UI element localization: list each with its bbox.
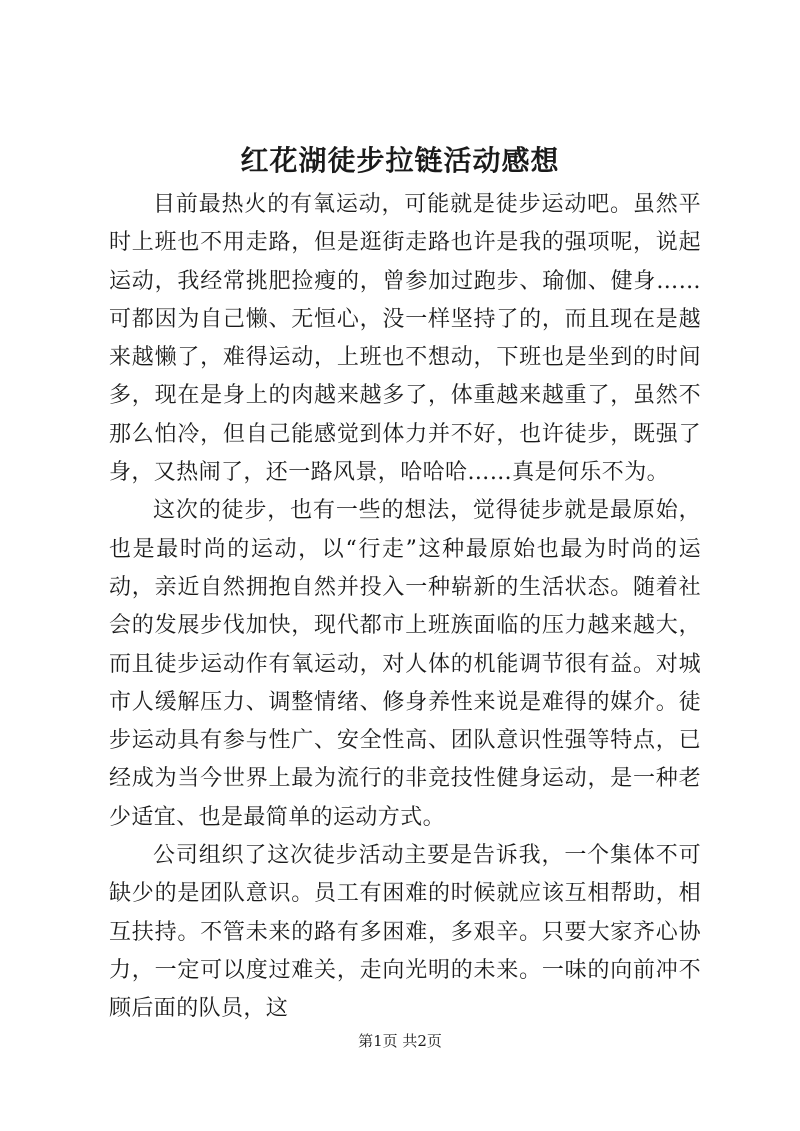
document-body [109,186,701,1029]
paragraph-1: 目前最热火的有氧运动，可能就是徒步运动吧。虽然平时上班也不用走路，但是逛街走路也许是我的强项呢，说起运动，我经常挑肥捡瘦的，曾参加过跑步、瑜伽、健身……可都因为自己懒、无恒心，没一样坚持了的，而且现在是越来越懒了，难得运动，上班也不想动，下班也是坐到的时间多，现在是身上的肉越来越多了，体重越来越重了，虽然不那么怕冷，但自己能感觉到体力并不好，也许徒步，既强了身，又热闹了，还一路风景，哈哈哈……真是何乐不为。 [109,192,701,486]
paragraph-2: 这次的徒步，也有一些的想法，觉得徒步就是最原始，也是最时尚的运动，以“行走”这种最原始也最为时尚的运动，亲近自然拥抱自然并投入一种崭新的生活状态。随着社会的发展步伐加快，现代都市上班族面临的压力越来越大，而且徒步运动作有氧运动，对人体的机能调节很有益。对城市人缓解压力、调整情绪、修身养性来说是难得的媒介。徒步运动具有参与性广、安全性高、团队意识性强等特点，已经成为当今世界上最为流行的非竞技性健身运动，是一种老少适宜、也是最简单的运动方式。 [109,498,701,830]
paragraph-3: 公司组织了这次徒步活动主要是告诉我，一个集体不可缺少的是团队意识。员工有困难的时候就应该互相帮助，相互扶持。不管未来的路有多困难，多艰辛。只要大家齐心协力，一定可以度过难关，走向光明的未来。一味的向前冲不顾后面的队员，这 [109,843,701,1022]
page-number-footer: 第1页 共2页 [358,1032,442,1050]
document-title: 红花湖徒步拉链活动感想 [240,144,560,177]
